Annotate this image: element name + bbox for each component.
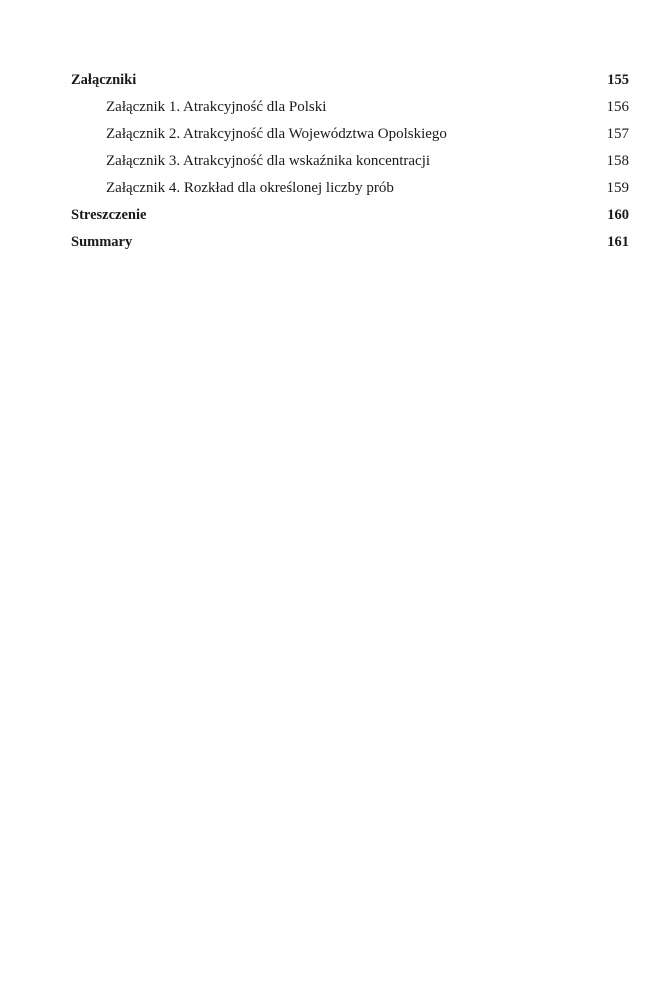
toc-entry-zalacznik-2[interactable] bbox=[0, 122, 649, 146]
toc-entry-title: Streszczenie bbox=[71, 207, 147, 223]
toc-entry-page: 157 bbox=[606, 126, 629, 142]
toc-entry-title: Załącznik 4. Rozkład dla określonej liczby prób bbox=[106, 180, 394, 196]
toc-entry-zalacznik-3[interactable] bbox=[0, 149, 649, 173]
toc-entry-page: 159 bbox=[606, 180, 629, 196]
toc-entry-title: Załącznik 1. Atrakcyjność dla Polski bbox=[106, 99, 327, 115]
toc-entry-page: 160 bbox=[607, 207, 629, 223]
toc-entry-page: 155 bbox=[607, 72, 629, 88]
toc-entry-title: Summary bbox=[71, 234, 133, 250]
toc-entry-streszczenie[interactable] bbox=[0, 203, 649, 227]
toc-entry-zalacznik-1[interactable] bbox=[0, 95, 649, 119]
toc-entry-title: Załącznik 2. Atrakcyjność dla Województwa Opolskiego bbox=[106, 126, 447, 142]
toc-entry-page: 156 bbox=[606, 99, 629, 115]
toc-entry-title: Załączniki bbox=[71, 72, 137, 88]
toc-entry-page: 158 bbox=[606, 153, 629, 169]
toc-entry-summary[interactable] bbox=[0, 230, 649, 254]
toc-entry-title: Załącznik 3. Atrakcyjność dla wskaźnika koncentracji bbox=[106, 153, 431, 169]
toc-entry-page: 161 bbox=[607, 234, 629, 250]
toc-entry-zalaczniki[interactable] bbox=[0, 68, 649, 92]
toc-entry-zalacznik-4[interactable] bbox=[0, 176, 649, 200]
